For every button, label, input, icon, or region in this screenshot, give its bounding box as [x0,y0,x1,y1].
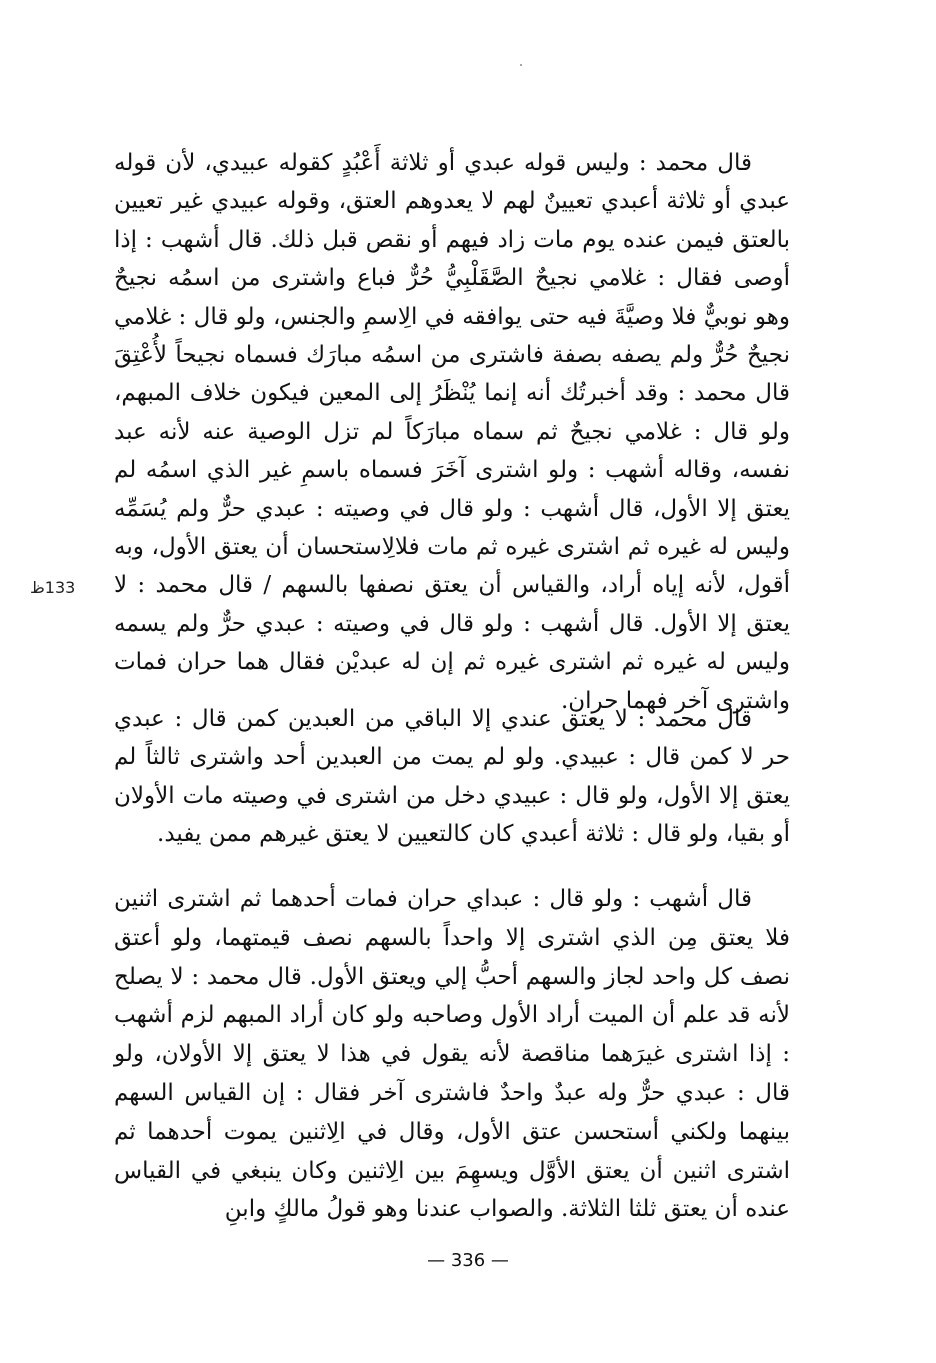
paragraph [114,700,790,854]
paragraph [114,144,790,720]
paragraph-text: قال أشهب : ولو قال : عبداي حران فمات أحدهما ثم اشترى اثنين فلا يعتق مِن الذي اشترى إلا واحداً بالسهم نصف قيمتهما، ولو أعتق نصف كل واحد لجاز والسهم أحبُّ إلي ويعتق الأول. قال محمد : لا يصلح لأنه قد علم أن الميت أراد الأول وصاحبه ولو كان أراد المبهم لزم أشهب : إذا اشترى غيرَهما مناقصة لأنه يقول في هذا لا يعتق إلا الأولان، ولو قال : عبدي حرٌّ وله عبدٌ واحدٌ فاشترى آخر فقال : إن القياس السهم بينهما ولكني أستحسن عتق الأول، وقال في الِاثنين يموت أحدهما ثم اشترى اثنين أن يعتق الأوَّل ويسهِمَ بين الِاثنين وكان ينبغي في القياس عنده أن يعتق ثلثا الثلاثة. والصواب عندنا وهو قولُ مالكٍ وابنِ [114,886,790,1223]
page-number: — 336 — [427,1250,509,1271]
paragraph-text: قال محمد : لا يعتق عندي إلا الباقي من العبدين كمن قال : عبدي حر لا كمن قال : عبيدي. ولو لم يمت من العبدين أحد واشترى ثالثاً لم يعتق إلا الأول، ولو قال : عبيدي دخل من اشترى في وصيته مات الأولان أو بقيا، ولو قال : ثلاثة أعبدي كان كالتعيين لا يعتق غيرهم ممن يفيد. [114,706,790,848]
paragraph-text: قال محمد : وليس قوله عبدي أو ثلاثة أَعْبُدٍ كقوله عبيدي، لأن قوله عبدي أو ثلاثة أعبدي تعيينٌ لهم لا يعدوهم العتق، وقوله عبيدي غير تعيين بالعتق فيمن عنده يوم مات زاد فيهم أو نقص قبل ذلك. قال أشهب : إذا أوصى فقال : غلامي نجيحٌ الصَّقَلْبِيُّ حُرٌّ فباع واشترى من اسمُه نجيحٌ وهو نوبيٌّ فلا وصيَّةَ فيه حتى يوافقه في الِاسمِ والجنس، ولو قال : غلامي نجيحٌ حُرٌّ ولم يصفه بصفة فاشترى من اسمُه مبارَك فسماه نجيحاً لأُعْتِقَ قال محمد : وقد أخبرتُك أنه إنما يُنْظَرُ إلى المعين فيكون خلاف المبهم، ولو قال : غلامي نجيحٌ ثم سماه مبارَكاً لم تزل الوصية عنه لأنه عبد نفسه، وقاله أشهب : ولو اشترى آخَرَ فسماه باسمِ غير الذي اسمُه لم يعتق إلا الأول، قال أشهب : ولو قال في وصيته : عبدي حرٌّ ولم يُسَمِّه وليس له غيره ثم اشترى غيره ثم مات فلالِاستحسان أن يعتق الأول، وبه أقول، لأنه إياه أراد، والقياس أن يعتق نصفها بالسهم / قال محمد : لا يعتق إلا الأول. قال أشهب : ولو قال في وصيته : عبدي حرٌّ ولم يسمه وليس له غيره ثم اشترى غيره ثم إن له عبديْن فقال هما حران فمات واشترى آخر فهما حران. [114,150,790,714]
paragraph [114,880,790,1229]
margin-folio-note: 133ظ [30,578,76,597]
scan-speck [520,64,522,66]
